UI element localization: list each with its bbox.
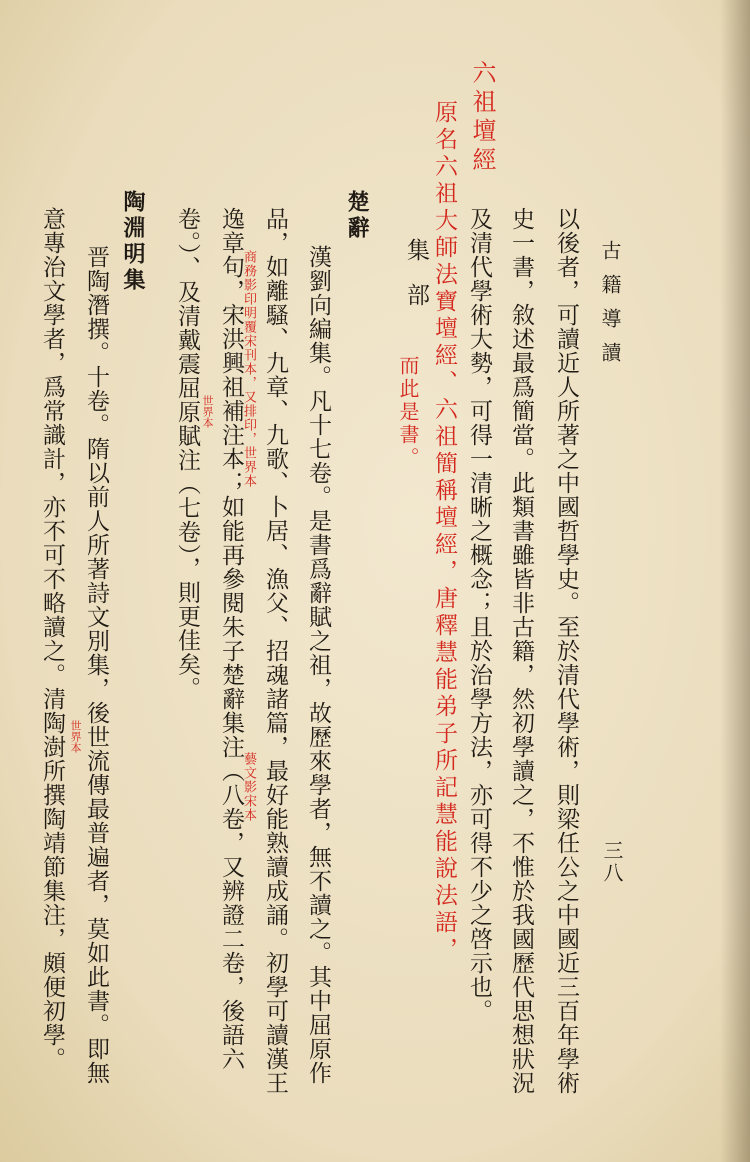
handwritten-note-tail: 而此是書。 [396,355,420,470]
handwritten-note-shijie-1: 世界本 [201,395,214,428]
entry-heading-taoyuanming: 陶淵明集 [120,190,146,294]
page-edge-shadow [720,0,750,1162]
entry-heading-chuci: 楚辭 [344,190,370,242]
chuci-column-1: 漢劉向編集。凡十七卷。是書爲辭賦之祖，故歷來學者，無不讀之。其中屈原作 [305,245,331,1085]
handwritten-note-liuzu: 六祖壇經 [468,60,496,176]
running-head-title: 古籍導讀 [598,240,622,376]
text-column-3: 及清代學術大勢，可得一清晰之概念；且於治學方法，亦可得不少之啓示也。 [466,207,492,1023]
handwritten-note-shijie-2: 世界本 [69,720,82,753]
handwritten-note-origin: 原名六祖大師法寶壇經、六祖簡稱壇經，唐釋慧能弟子所記慧能說法語， [431,100,457,964]
tao-column-2: 意專治文學者，爲常識計，亦不可不略讀之。清陶澍所撰陶靖節集注，頗便初學。 [39,207,65,1071]
page-number: 三八 [600,840,624,884]
tao-column-1: 晋陶潛撰。十卷。隋以前人所著詩文別集，後世流傳最普遍者，莫如此書。即無 [83,245,109,1085]
chuci-column-4: 卷。）、及清戴震屈原賦注（七卷），則更佳矣。 [174,207,200,701]
handwritten-note-yiwen: 藝文影宋本 [241,752,256,822]
text-column-2: 史一書，敘述最爲簡當。此類書雖皆非古籍，然初學讀之，不惟於我國歷代思想狀況 [508,207,534,1095]
chuci-column-2: 品，如離騷、九章、九歌、卜居、漁父、招魂諸篇，最好能熟讀成誦。初學可讀漢王 [262,207,288,1095]
chuci-column-3: 逸章句，宋洪興祖補注本；如能再參閱朱子楚辭集注（八卷，又辨證二卷，後語六 [218,207,244,1071]
handwritten-note-shangwu: 商務影印明覆宋刊本，又排印，世界本 [241,250,256,488]
text-column-1: 以後者，可讀近人所著之中國哲學史。至於清代學術，則梁任公之中國近三百年學術 [553,207,579,1095]
section-heading-jibu: 集部 [403,238,429,328]
